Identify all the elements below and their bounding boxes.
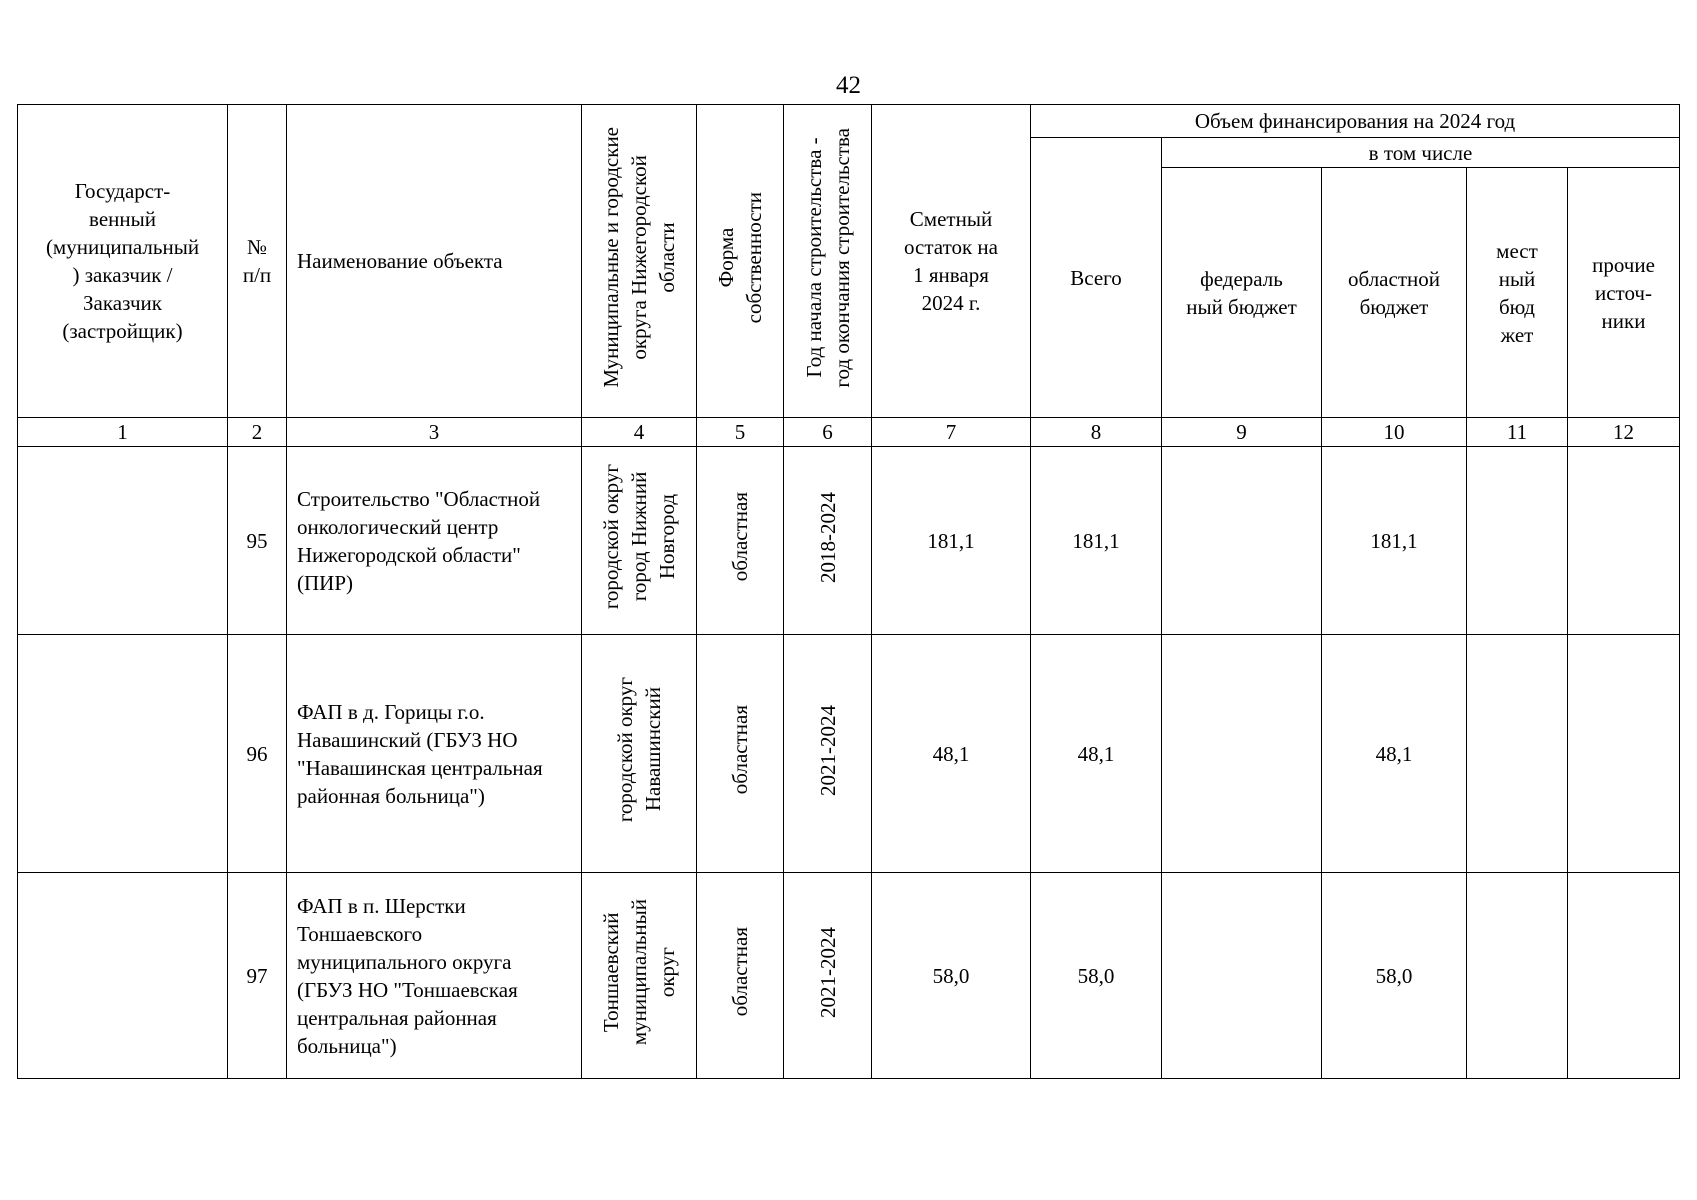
header-federal-label: федераль ный бюджет [1186, 266, 1297, 319]
cell-estimate: 181,1 [872, 447, 1031, 635]
cell-other [1568, 635, 1680, 873]
cell-years [784, 635, 872, 873]
header-customer-label: Государст- венный (муниципальный ) заказчик / Заказчик (застройщик) [45, 179, 200, 343]
cell-number: 97 [228, 873, 287, 1079]
column-number: 10 [1322, 418, 1467, 447]
header-local-label: мест ный бюд жет [1496, 238, 1538, 347]
cell-years-label: 2018-2024 [815, 491, 840, 583]
cell-local [1467, 635, 1568, 873]
cell-ownership [697, 635, 784, 873]
header-number-label: № п/п [242, 235, 272, 287]
column-number: 3 [287, 418, 582, 447]
column-number: 9 [1162, 418, 1322, 447]
cell-customer [18, 635, 228, 873]
table-row [18, 447, 1680, 635]
cell-number: 95 [228, 447, 287, 635]
column-number: 8 [1031, 418, 1162, 447]
header-regional [1322, 168, 1467, 418]
cell-ownership-label: областная [728, 492, 752, 582]
cell-years [784, 447, 872, 635]
cell-regional: 48,1 [1322, 635, 1467, 873]
header-years [784, 105, 872, 418]
header-ownership-label: Форма собственности [714, 191, 766, 324]
cell-customer [18, 447, 228, 635]
column-number: 7 [872, 418, 1031, 447]
cell-object-name: ФАП в п. Шерстки Тоншаевского муниципального округа (ГБУЗ НО "Тоншаевская центральная районная больница") [287, 873, 582, 1079]
cell-years-label: 2021-2024 [815, 704, 840, 796]
column-number: 12 [1568, 418, 1680, 447]
header-municipality [582, 105, 697, 418]
header-other [1568, 168, 1680, 418]
header-object-name [287, 105, 582, 418]
column-number: 4 [582, 418, 697, 447]
cell-federal [1162, 635, 1322, 873]
column-number: 6 [784, 418, 872, 447]
cell-object-name: Строительство "Областной онкологический центр Нижегородской области" (ПИР) [287, 447, 582, 635]
header-other-label: прочие источ- ники [1592, 252, 1655, 333]
column-number: 2 [228, 418, 287, 447]
cell-total: 58,0 [1031, 873, 1162, 1079]
cell-estimate: 48,1 [872, 635, 1031, 873]
header-estimate [872, 105, 1031, 418]
cell-estimate: 58,0 [872, 873, 1031, 1079]
cell-object-name: ФАП в д. Горицы г.о. Навашинский (ГБУЗ НО "Навашинская центральная районная больница") [287, 635, 582, 873]
cell-other [1568, 873, 1680, 1079]
header-including: в том числе [1162, 138, 1680, 168]
cell-municipality-label: городской округ город Нижний Новгород [599, 464, 679, 610]
table-row [18, 873, 1680, 1079]
header-funding-title: Объем финансирования на 2024 год [1031, 105, 1680, 138]
cell-municipality [582, 447, 697, 635]
column-number: 5 [697, 418, 784, 447]
cell-municipality-label: Тоншаевский муниципальный округ [599, 898, 679, 1046]
page-number: 42 [836, 72, 861, 99]
cell-years [784, 873, 872, 1079]
cell-municipality [582, 635, 697, 873]
cell-federal [1162, 447, 1322, 635]
cell-customer [18, 873, 228, 1079]
cell-federal [1162, 873, 1322, 1079]
header-ownership [697, 105, 784, 418]
header-object-name-label: Наименование объекта [297, 249, 503, 273]
cell-total: 181,1 [1031, 447, 1162, 635]
header-customer [18, 105, 228, 418]
header-regional-label: областной бюджет [1348, 266, 1440, 319]
cell-ownership-label: областная [728, 927, 752, 1017]
column-number: 11 [1467, 418, 1568, 447]
cell-total: 48,1 [1031, 635, 1162, 873]
cell-regional: 181,1 [1322, 447, 1467, 635]
cell-ownership [697, 447, 784, 635]
header-federal [1162, 168, 1322, 418]
cell-ownership [697, 873, 784, 1079]
cell-other [1568, 447, 1680, 635]
financing-table [17, 104, 1680, 1079]
header-years-label: Год начала строительства - год окончания строительства [801, 127, 854, 388]
cell-regional: 58,0 [1322, 873, 1467, 1079]
header-total: Всего [1031, 138, 1162, 418]
cell-municipality [582, 873, 697, 1079]
column-number-row [18, 418, 1680, 447]
header-local [1467, 168, 1568, 418]
cell-local [1467, 447, 1568, 635]
cell-ownership-label: областная [728, 705, 752, 795]
cell-years-label: 2021-2024 [815, 926, 840, 1018]
column-number: 1 [18, 418, 228, 447]
table-row [18, 635, 1680, 873]
header-number [228, 105, 287, 418]
header-municipality-label: Муниципальные и городские округа Нижегородской области [599, 127, 679, 388]
cell-number: 96 [228, 635, 287, 873]
cell-municipality-label: городской округ Навашинский [613, 677, 665, 823]
header-estimate-label: Сметный остаток на 1 января 2024 г. [904, 207, 998, 315]
cell-local [1467, 873, 1568, 1079]
